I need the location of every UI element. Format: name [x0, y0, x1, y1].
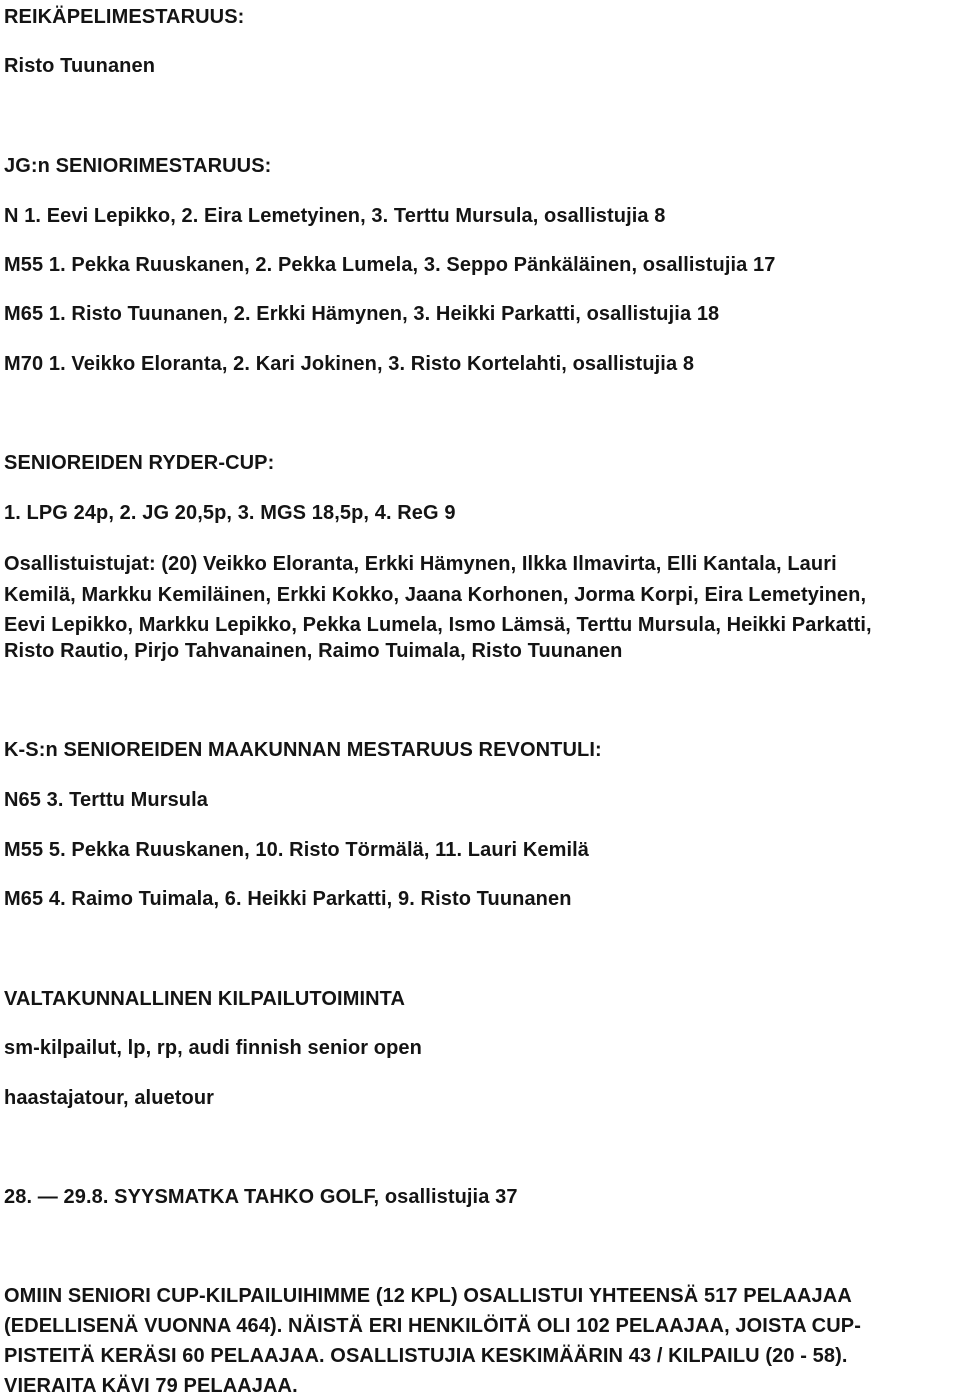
- heading-regional-championship: K-S:n SENIOREIDEN MAAKUNNAN MESTARUUS REVONTULI:: [4, 739, 602, 761]
- result-line-m65: M65 1. Risto Tuunanen, 2. Erkki Hämynen, 3. Heikki Parkatti, osallistujia 18: [4, 303, 720, 325]
- autumn-trip-line: 28. — 29.8. SYYSMATKA TAHKO GOLF, osallistujia 37: [4, 1186, 518, 1208]
- regional-result-n65: N65 3. Terttu Mursula: [4, 789, 208, 811]
- heading-national-competitions: VALTAKUNNALLINEN KILPAILUTOIMINTA: [4, 988, 406, 1010]
- regional-result-m65: M65 4. Raimo Tuimala, 6. Heikki Parkatti, 9. Risto Tuunanen: [4, 888, 572, 910]
- heading-match-play-championship: REIKÄPELIMESTARUUS:: [4, 6, 245, 28]
- heading-ryder-cup: SENIOREIDEN RYDER-CUP:: [4, 452, 275, 474]
- participants-line-4: Risto Rautio, Pirjo Tahvanainen, Raimo Tuimala, Risto Tuunanen: [4, 640, 623, 662]
- national-competitions-line-2: haastajatour, aluetour: [4, 1087, 215, 1109]
- result-line-n: N 1. Eevi Lepikko, 2. Eira Lemetyinen, 3. Terttu Mursula, osallistujia 8: [4, 205, 666, 227]
- summary-line-2: (EDELLISENÄ VUONNA 464). NÄISTÄ ERI HENKILÖITÄ OLI 102 PELAAJAA, JOISTA CUP-: [4, 1315, 861, 1337]
- regional-result-m55: M55 5. Pekka Ruuskanen, 10. Risto Törmälä, 11. Lauri Kemilä: [4, 839, 590, 861]
- result-line-m70: M70 1. Veikko Eloranta, 2. Kari Jokinen, 3. Risto Kortelahti, osallistujia 8: [4, 353, 695, 375]
- summary-line-3: PISTEITÄ KERÄSI 60 PELAAJAA. OSALLISTUJIA KESKIMÄÄRIN 43 / KILPAILU (20 - 58).: [4, 1345, 848, 1367]
- match-play-winner: Risto Tuunanen: [4, 55, 156, 77]
- summary-line-4: VIERAITA KÄVI 79 PELAAJAA.: [4, 1375, 298, 1397]
- participants-line-2: Kemilä, Markku Kemiläinen, Erkki Kokko, Jaana Korhonen, Jorma Korpi, Eira Lemetyinen,: [4, 584, 867, 606]
- national-competitions-line-1: sm-kilpailut, lp, rp, audi finnish senior open: [4, 1037, 422, 1059]
- ryder-cup-results: 1. LPG 24p, 2. JG 20,5p, 3. MGS 18,5p, 4. ReG 9: [4, 502, 456, 524]
- participants-line-3: Eevi Lepikko, Markku Lepikko, Pekka Lumela, Ismo Lämsä, Terttu Mursula, Heikki Parkatti,: [4, 614, 872, 636]
- heading-senior-championship: JG:n SENIORIMESTARUUS:: [4, 155, 272, 177]
- result-line-m55: M55 1. Pekka Ruuskanen, 2. Pekka Lumela, 3. Seppo Pänkäläinen, osallistujia 17: [4, 254, 776, 276]
- summary-line-1: OMIIN SENIORI CUP-KILPAILUIHIMME (12 KPL) OSALLISTUI YHTEENSÄ 517 PELAAJAA: [4, 1285, 852, 1307]
- participants-line-1: Osallistuistujat: (20) Veikko Eloranta, Erkki Hämynen, Ilkka Ilmavirta, Elli Kantala, Lauri: [4, 553, 837, 575]
